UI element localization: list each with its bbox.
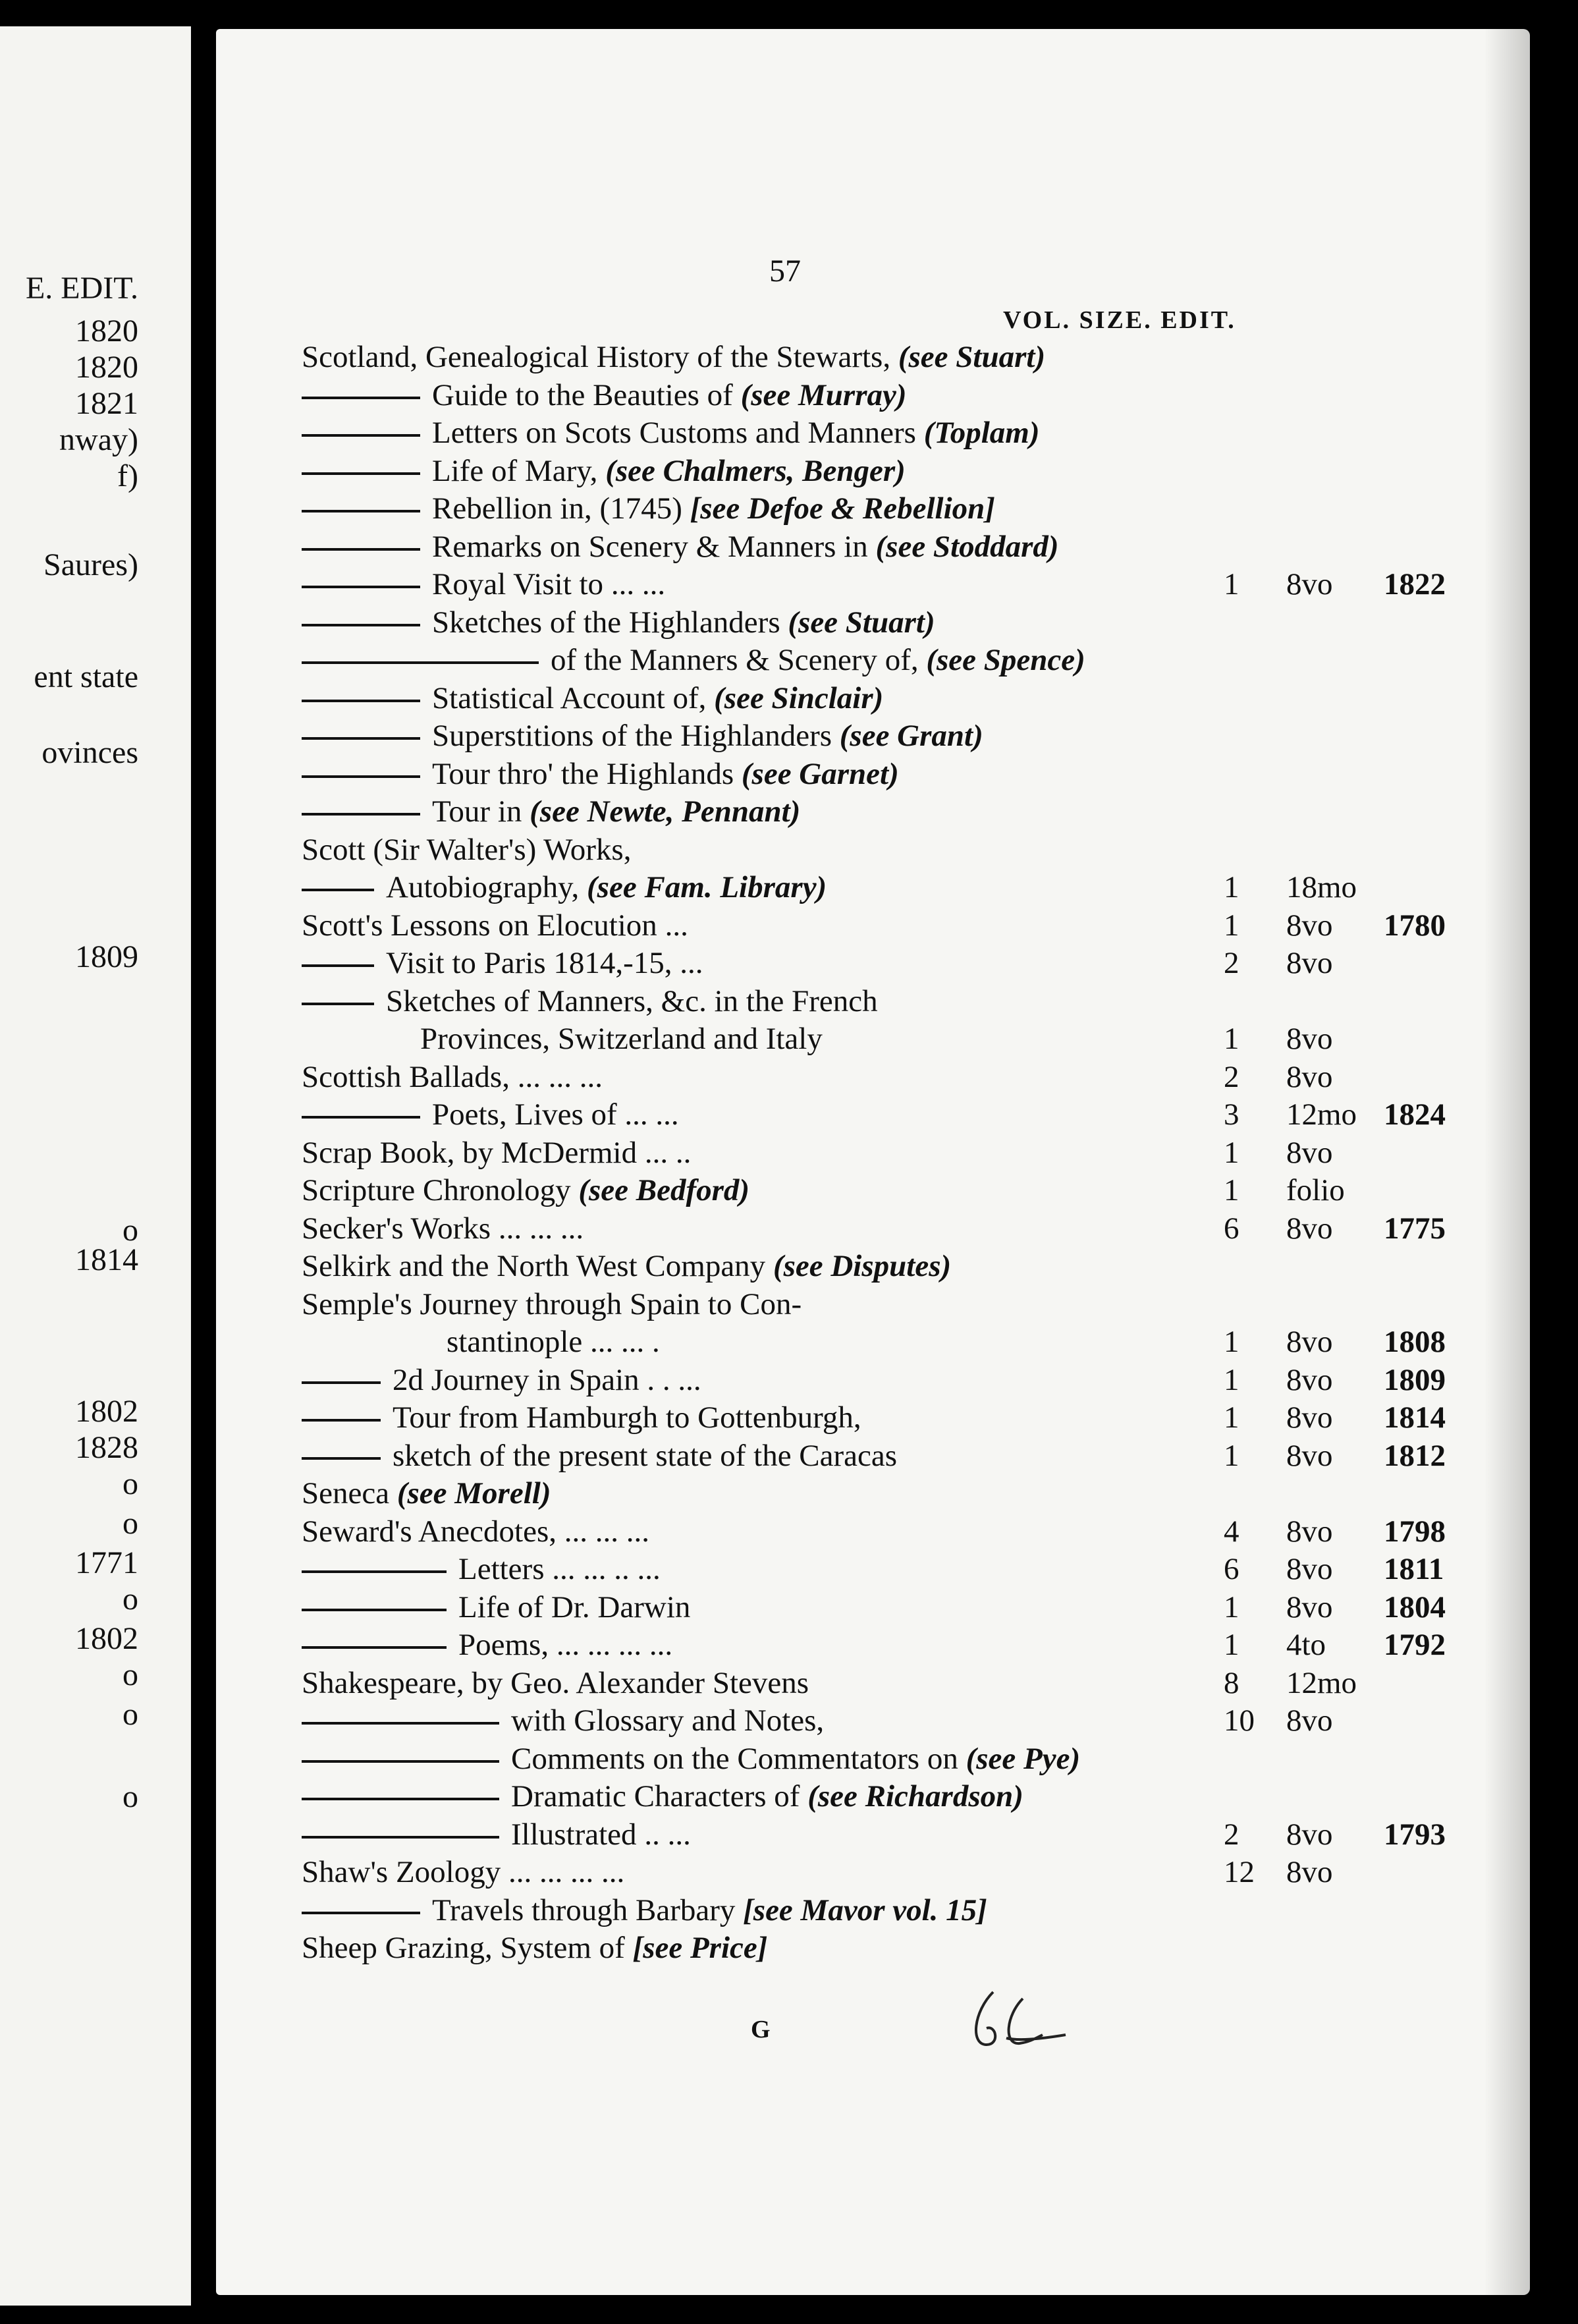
entry-volume: 1: [1224, 1022, 1239, 1056]
entry-volume: 10: [1224, 1703, 1255, 1738]
entry-reference: (see Grant): [839, 719, 983, 753]
entry-reference: (see Richardson): [807, 1779, 1023, 1813]
entry-title: Semple's Journey through Spain to Con-: [302, 1286, 802, 1321]
entry-size: 4to: [1286, 1628, 1326, 1662]
entry-size: 8vo: [1286, 1325, 1333, 1359]
entry-title: Illustrated: [511, 1817, 637, 1852]
entry-reference: (see Murray): [740, 377, 907, 412]
entry-title: of the Manners & Scenery of,: [551, 643, 927, 677]
entry-line: [302, 1172, 749, 1209]
entry-title: Tour thro' the Highlands: [432, 756, 742, 791]
entry-edition: 1780: [1384, 908, 1446, 943]
entry-size: 8vo: [1286, 1552, 1333, 1586]
entry-line: [302, 1286, 802, 1323]
catalogue-entries: [302, 339, 1487, 2051]
entry-volume: 1: [1224, 1173, 1239, 1207]
ditto-dash: [302, 1609, 447, 1611]
entry-line: [302, 756, 899, 792]
entry-volume: 1: [1224, 567, 1239, 601]
entry-volume: 1: [1224, 1400, 1239, 1435]
entry-line: [302, 1059, 603, 1095]
leader-dots: ...: [657, 908, 688, 943]
entry-reference: (see Disputes): [773, 1249, 952, 1283]
ditto-dash: [302, 1760, 499, 1763]
entry-title: Statistical Account of,: [432, 680, 715, 715]
entry-edition: 1808: [1384, 1325, 1446, 1359]
leader-dots: . . ...: [639, 1362, 701, 1397]
ditto-dash: [302, 434, 420, 437]
entry-size: 8vo: [1286, 946, 1333, 980]
leader-dots: ... ... ...: [557, 1514, 649, 1549]
entry-reference: (see Fam. Library): [587, 870, 827, 904]
entry-volume: 2: [1224, 946, 1239, 980]
entry-edition: 1798: [1384, 1514, 1446, 1549]
entry-title: Sketches of Manners, &c. in the French: [386, 983, 878, 1018]
entry-size: folio: [1286, 1173, 1345, 1207]
ditto-dash: [302, 1381, 381, 1384]
entry-line: [302, 414, 1040, 451]
entry-edition: 1804: [1384, 1590, 1446, 1624]
ditto-dash: [302, 737, 420, 740]
entry-size: 8vo: [1286, 1022, 1333, 1056]
left-page-fragment: E. EDIT.: [25, 271, 138, 306]
left-page-fragment: 1771: [75, 1545, 138, 1580]
ditto-dash: [302, 1912, 420, 1914]
entry-line: [302, 945, 703, 982]
ditto-dash: [302, 889, 374, 891]
signature-mark: G: [751, 2016, 771, 2043]
entry-line: [302, 1740, 1080, 1777]
entry-reference: (see Newte, Pennant): [530, 794, 801, 829]
entry-reference: (see Stuart): [788, 605, 935, 640]
entry-line: [302, 1929, 767, 1966]
entry-title: Selkirk and the North West Company: [302, 1249, 773, 1283]
entry-title: Guide to the Beauties of: [432, 377, 741, 412]
entry-title: Poets, Lives of: [432, 1097, 617, 1132]
entry-title: Letters: [458, 1552, 545, 1586]
leader-dots: ... ...: [603, 567, 666, 601]
left-page-fragment: 1828: [75, 1430, 138, 1465]
entry-title: Shakespeare, by Geo. Alexander Stevens: [302, 1665, 809, 1700]
entry-title: Life of Dr. Darwin: [458, 1590, 691, 1624]
entry-line: [302, 1437, 897, 1474]
left-page-fragment: o: [122, 1466, 138, 1501]
column-header: VOL. SIZE. EDIT.: [1003, 306, 1236, 334]
ditto-dash: [302, 700, 420, 702]
left-page-fragment: ovinces: [41, 735, 138, 770]
previous-page-edge: [0, 26, 191, 2306]
entry-size: 8vo: [1286, 1514, 1333, 1549]
ditto-dash: [302, 1722, 499, 1725]
entry-size: 8vo: [1286, 908, 1333, 943]
entry-line: [302, 1134, 691, 1171]
ditto-dash: [302, 1646, 447, 1649]
entry-line: [302, 1323, 660, 1360]
entry-volume: 1: [1224, 1438, 1239, 1473]
left-page-fragment: 1820: [75, 350, 138, 385]
entry-title: Sketches of the Highlanders: [432, 605, 788, 640]
entry-line: [302, 339, 1045, 375]
ditto-dash: [302, 964, 374, 967]
entry-size: 8vo: [1286, 1211, 1333, 1246]
ditto-dash: [302, 1836, 499, 1839]
entry-reference: [see Mavor vol. 15]: [743, 1893, 987, 1927]
handwritten-mark: [967, 1979, 1072, 2058]
leader-dots: ...: [672, 946, 703, 980]
entry-line: [302, 907, 688, 944]
leader-dots: ... ... .. ...: [544, 1552, 661, 1586]
left-page-fragment: 1809: [75, 939, 138, 974]
left-page-fragment: nway): [59, 422, 138, 457]
entry-title: Seneca: [302, 1476, 397, 1510]
entry-title: Scott's Lessons on Elocution: [302, 908, 657, 943]
entry-size: 8vo: [1286, 1135, 1333, 1170]
entry-volume: 1: [1224, 1628, 1239, 1662]
entry-reference: (see Chalmers, Benger): [605, 453, 906, 488]
entry-edition: 1809: [1384, 1362, 1446, 1397]
leader-dots: .. ...: [636, 1817, 691, 1852]
entry-volume: 1: [1224, 870, 1239, 904]
entry-title: Life of Mary,: [432, 453, 606, 488]
entry-reference: (see Pye): [966, 1741, 1081, 1776]
entry-line: [302, 566, 665, 603]
entry-line: [302, 1475, 551, 1512]
entry-line: [302, 1513, 649, 1550]
entry-line: [302, 869, 827, 906]
entry-volume: 4: [1224, 1514, 1239, 1549]
entry-reference: [see Defoe & Rebellion]: [690, 491, 995, 526]
entry-line: [302, 1362, 701, 1398]
entry-reference: (see Stoddard): [875, 529, 1059, 564]
entry-title: Travels through Barbary: [432, 1893, 744, 1927]
entry-title: Remarks on Scenery & Manners in: [432, 529, 876, 564]
ditto-dash: [302, 624, 420, 626]
entry-size: 8vo: [1286, 567, 1333, 601]
entry-reference: (see Sinclair): [714, 680, 884, 715]
entry-title: Letters on Scots Customs and Manners: [432, 416, 924, 450]
left-page-fragment: o: [122, 1657, 138, 1692]
entry-edition: 1811: [1384, 1552, 1444, 1586]
entry-size: 8vo: [1286, 1059, 1333, 1094]
entry-volume: 2: [1224, 1059, 1239, 1094]
entry-line: [302, 377, 907, 414]
entry-line: [302, 1589, 690, 1626]
left-page-fragment: 1802: [75, 1394, 138, 1429]
ditto-dash: [302, 397, 420, 399]
entry-title: Tour in: [432, 794, 530, 829]
entry-title: Dramatic Characters of: [511, 1779, 808, 1813]
entry-edition: 1814: [1384, 1400, 1446, 1435]
entry-title: with Glossary and Notes,: [511, 1703, 825, 1738]
entry-title: Provinces, Switzerland and Italy: [420, 1022, 823, 1056]
ditto-dash: [302, 661, 539, 664]
entry-title: Scottish Ballads,: [302, 1059, 510, 1094]
leader-dots: ... ..: [637, 1135, 692, 1170]
left-page-fragment: o: [122, 1779, 138, 1814]
left-page-fragment: 1814: [75, 1242, 138, 1277]
entry-line: [302, 453, 906, 489]
entry-line: [302, 642, 1085, 678]
entry-reference: (see Garnet): [741, 756, 899, 791]
entry-volume: 3: [1224, 1097, 1239, 1132]
ditto-dash: [302, 1003, 374, 1005]
entry-title: Scrap Book, by McDermid: [302, 1135, 638, 1170]
entry-line: [302, 1248, 951, 1285]
entry-size: 8vo: [1286, 1590, 1333, 1624]
entry-size: 8vo: [1286, 1362, 1333, 1397]
entry-line: [302, 793, 800, 830]
ditto-dash: [302, 586, 420, 588]
entry-volume: 12: [1224, 1855, 1255, 1889]
ditto-dash: [302, 510, 420, 512]
ditto-dash: [302, 1570, 447, 1573]
entry-title: Comments on the Commentators on: [511, 1741, 966, 1776]
entry-edition: 1793: [1384, 1817, 1446, 1852]
entry-size: 8vo: [1286, 1703, 1333, 1738]
entry-title: sketch of the present state of the Caracas: [393, 1438, 898, 1473]
entry-volume: 2: [1224, 1817, 1239, 1852]
left-page-fragment: Saures): [43, 547, 138, 582]
entry-line: [302, 490, 995, 527]
left-page-fragment: f): [117, 458, 138, 493]
entry-line: [302, 1399, 861, 1436]
page: [216, 29, 1530, 2295]
entry-line: [302, 1665, 809, 1702]
entry-volume: 1: [1224, 1590, 1239, 1624]
left-page-fragment: o: [122, 1697, 138, 1732]
entry-reference: (see Spence): [926, 643, 1085, 677]
entry-volume: 1: [1224, 1325, 1239, 1359]
entry-reference: (Toplam): [923, 416, 1040, 450]
left-page-fragment: 1821: [75, 386, 138, 421]
entry-size: 8vo: [1286, 1855, 1333, 1889]
entry-size: 18mo: [1286, 870, 1357, 904]
ditto-dash: [302, 813, 420, 816]
entry-size: 8vo: [1286, 1400, 1333, 1435]
leader-dots: ... ... ...: [491, 1211, 584, 1246]
entry-volume: 6: [1224, 1211, 1239, 1246]
ditto-dash: [302, 1457, 381, 1460]
ditto-dash: [302, 1798, 499, 1800]
entry-title: Sheep Grazing, System of: [302, 1931, 633, 1965]
left-page-fragment: o: [122, 1506, 138, 1541]
entry-volume: 6: [1224, 1552, 1239, 1586]
entry-line: [302, 1702, 824, 1739]
entry-title: Superstitions of the Highlanders: [432, 719, 840, 753]
entry-title: Scripture Chronology: [302, 1173, 579, 1207]
leader-dots: ... ... .: [582, 1325, 660, 1359]
left-page-fragment: o: [122, 1213, 138, 1248]
ditto-dash: [302, 1419, 381, 1422]
entry-title: Scott (Sir Walter's) Works,: [302, 832, 632, 867]
entry-title: Tour from Hamburgh to Gottenburgh,: [393, 1400, 861, 1435]
left-page-fragment: o: [122, 1582, 138, 1617]
entry-reference: (see Stuart): [898, 340, 1046, 374]
entry-edition: 1824: [1384, 1097, 1446, 1132]
entry-title: Visit to Paris 1814,-15,: [386, 946, 672, 980]
entry-title: Secker's Works: [302, 1211, 491, 1246]
entry-title: stantinople: [447, 1325, 583, 1359]
leader-dots: ... ... ... ...: [501, 1855, 625, 1889]
entry-edition: 1812: [1384, 1438, 1446, 1473]
entry-size: 12mo: [1286, 1665, 1357, 1700]
entry-edition: 1822: [1384, 567, 1446, 601]
ditto-dash: [302, 548, 420, 551]
entry-line: [302, 983, 878, 1020]
entry-line: [302, 1020, 823, 1057]
left-page-fragment: ent state: [34, 659, 138, 694]
entry-line: [302, 1778, 1023, 1815]
entry-title: Scotland, Genealogical History of the Stewarts,: [302, 340, 898, 374]
entry-title: Royal Visit to: [432, 567, 604, 601]
left-page-fragment: 1802: [75, 1621, 138, 1656]
entry-title: Seward's Anecdotes,: [302, 1514, 557, 1549]
entry-edition: 1792: [1384, 1628, 1446, 1662]
entry-line: [302, 1854, 624, 1891]
entry-size: 8vo: [1286, 1438, 1333, 1473]
entry-line: [302, 1096, 679, 1133]
entry-volume: 1: [1224, 1362, 1239, 1397]
entry-reference: (see Bedford): [578, 1173, 750, 1207]
entry-line: [302, 528, 1059, 565]
left-page-fragment: 1820: [75, 314, 138, 348]
entry-size: 12mo: [1286, 1097, 1357, 1132]
leader-dots: ... ... ... ...: [549, 1628, 673, 1662]
entry-title: Shaw's Zoology: [302, 1855, 501, 1889]
entry-title: Poems,: [458, 1628, 549, 1662]
entry-title: Rebellion in, (1745): [432, 491, 690, 526]
ditto-dash: [302, 775, 420, 778]
leader-dots: ... ... ...: [509, 1059, 603, 1094]
entry-volume: 1: [1224, 1135, 1239, 1170]
ditto-dash: [302, 472, 420, 475]
entry-line: [302, 1816, 691, 1853]
entry-line: [302, 831, 631, 868]
entry-volume: 1: [1224, 908, 1239, 943]
entry-line: [302, 604, 935, 641]
entry-line: [302, 717, 983, 754]
page-shadow: [1484, 29, 1530, 2295]
entry-line: [302, 1626, 672, 1663]
entry-reference: [see Price]: [632, 1931, 768, 1965]
ditto-dash: [302, 1116, 420, 1119]
entry-title: 2d Journey in Spain: [393, 1362, 639, 1397]
page-number: 57: [769, 254, 801, 289]
entry-reference: (see Morell): [396, 1476, 551, 1510]
entry-volume: 8: [1224, 1665, 1239, 1700]
entry-edition: 1775: [1384, 1211, 1446, 1246]
entry-line: [302, 1551, 661, 1588]
entry-line: [302, 1892, 987, 1929]
entry-line: [302, 680, 883, 717]
entry-size: 8vo: [1286, 1817, 1333, 1852]
entry-line: [302, 1210, 584, 1247]
entry-title: Autobiography,: [386, 870, 587, 904]
leader-dots: ... ...: [616, 1097, 679, 1132]
